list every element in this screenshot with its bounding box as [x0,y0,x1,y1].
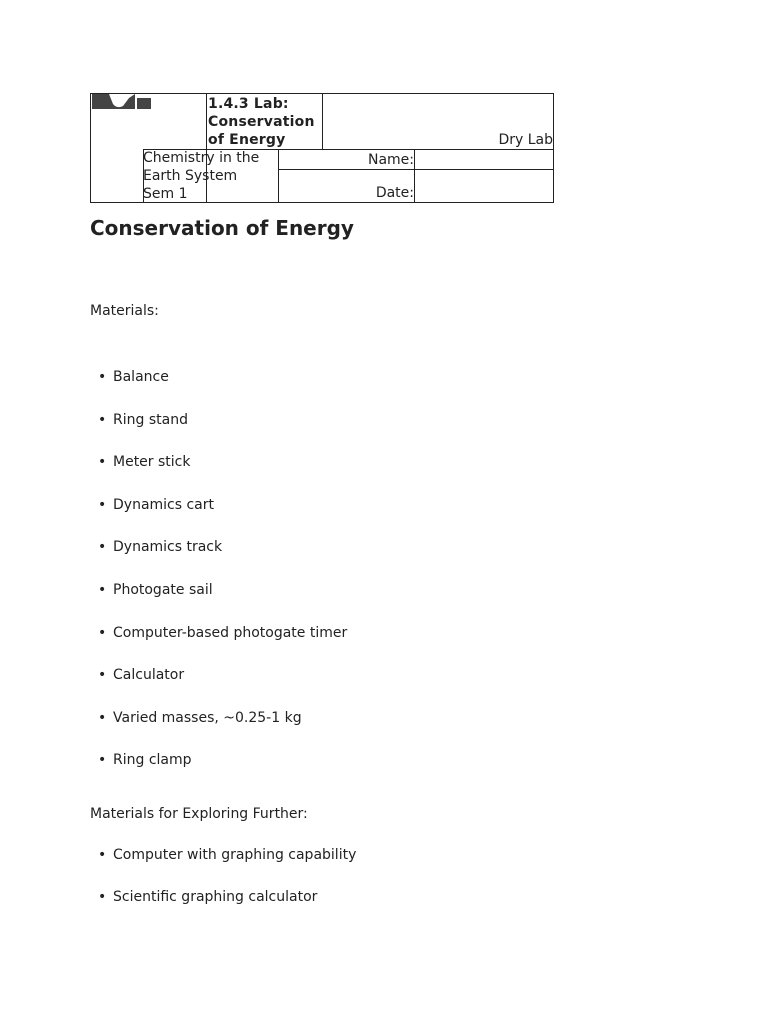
lab-title-line: 1.4.3 Lab: [208,96,289,112]
list-item [90,887,356,929]
materials-label: Materials: [90,303,159,319]
list-item-text: Varied masses, ~0.25-1 kg [113,709,302,726]
bullet-icon: • [98,369,107,385]
list-item [90,367,347,410]
name-label: Name: [367,152,414,168]
course-info-line: Earth System [143,168,238,184]
bullet-icon: • [98,709,107,726]
document-title: Conservation of Energy [90,216,354,240]
list-item [90,580,347,623]
list-item-text: Calculator [113,667,185,684]
course-info [143,149,259,203]
lab-header-table [90,93,554,203]
list-item [90,623,347,666]
list-item [90,708,347,751]
list-item [90,452,347,495]
lab-title-line: Conservation [208,114,315,130]
list-item [90,537,347,580]
logo-icon [91,94,151,109]
bullet-icon: • [98,496,107,513]
bullet-icon: • [98,889,107,905]
bullet-icon: • [98,581,107,598]
list-item-text: Meter stick [113,454,191,471]
list-item-text: Balance [113,369,169,385]
bullet-icon: • [98,539,107,556]
list-item [90,750,347,793]
course-info-line: Sem 1 [143,186,188,202]
list-item-text: Ring clamp [113,752,192,769]
bullet-icon: • [98,667,107,684]
materials-list [90,367,347,793]
lab-title-line: of Energy [208,132,286,148]
bullet-icon: • [98,752,107,769]
bullet-icon: • [98,454,107,471]
bullet-icon: • [98,411,107,428]
list-item-text: Dynamics cart [113,496,215,513]
course-info-line: Chemistry in the [143,150,260,166]
lab-type-label: Dry Lab [498,132,553,148]
list-item [90,495,347,538]
list-item-text: Dynamics track [113,539,223,556]
list-item-text: Computer with graphing capability [113,847,357,863]
list-item-text: Photogate sail [113,581,213,598]
further-materials-label: Materials for Exploring Further: [90,806,308,822]
header-divider [414,149,415,202]
bullet-icon: • [98,624,107,641]
further-materials-list [90,845,356,929]
list-item [90,845,356,887]
bullet-icon: • [98,847,107,863]
date-label: Date: [375,185,414,201]
list-item [90,410,347,453]
list-item [90,665,347,708]
lab-title [208,95,315,149]
list-item-text: Computer-based photogate timer [113,624,348,641]
list-item-text: Scientific graphing calculator [113,889,318,905]
list-item-text: Ring stand [113,411,188,428]
header-divider [322,94,323,149]
header-divider [278,169,553,170]
